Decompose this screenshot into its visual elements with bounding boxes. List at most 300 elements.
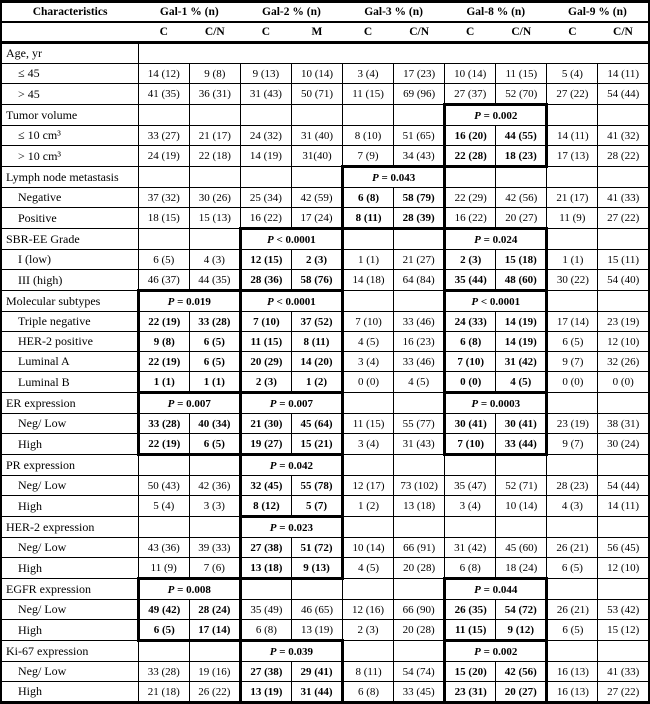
data-cell: 54 (72) (496, 600, 547, 620)
data-cell: 17 (14) (547, 312, 598, 332)
data-cell: 9 (7) (547, 352, 598, 372)
data-cell: 56 (45) (598, 538, 649, 558)
data-cell: 1 (1) (189, 372, 240, 393)
empty-cell (445, 455, 496, 476)
p-symbol: P (471, 397, 479, 410)
data-cell: 2 (3) (240, 372, 291, 393)
row-label: Luminal B (1, 372, 138, 393)
data-cell: 22 (28) (445, 146, 496, 167)
data-cell: 8 (11) (343, 208, 394, 229)
data-cell: 7 (10) (240, 312, 291, 332)
empty-cell (343, 455, 394, 476)
empty-cell (138, 105, 189, 126)
data-cell: 40 (34) (189, 414, 240, 434)
header-gal-3: Gal-3 % (n) (343, 2, 445, 23)
row-label: Triple negative (1, 312, 138, 332)
subheader-gal-9-c: C (547, 22, 598, 43)
data-cell: 11 (15) (445, 620, 496, 641)
empty-cell (240, 105, 291, 126)
data-cell: 1 (1) (343, 250, 394, 270)
data-cell: 66 (90) (394, 600, 445, 620)
table-row (1, 434, 649, 455)
empty-cell (343, 393, 394, 414)
p-symbol: P (267, 295, 274, 308)
table-row (1, 682, 649, 703)
data-cell: 6 (8) (343, 682, 394, 703)
data-cell: 0 (0) (598, 372, 649, 393)
data-cell: 27 (22) (598, 208, 649, 229)
data-cell: 36 (31) (189, 84, 240, 105)
data-cell: 64 (84) (394, 270, 445, 291)
subheader-gal-1-cn: C/N (189, 22, 240, 43)
data-cell: 10 (14) (343, 538, 394, 558)
data-cell: 5 (7) (291, 496, 342, 517)
data-cell: 33 (46) (394, 352, 445, 372)
empty-cell (189, 105, 240, 126)
data-cell: 16 (13) (547, 682, 598, 703)
empty-cell (343, 517, 394, 538)
data-cell: 42 (56) (496, 188, 547, 208)
p-value: P < 0.0001 (445, 291, 547, 312)
data-cell: 41 (33) (598, 662, 649, 682)
data-cell: 21 (17) (189, 126, 240, 146)
data-cell: 18 (23) (496, 146, 547, 167)
data-cell: 1 (2) (343, 496, 394, 517)
row-label: ≤ 10 cm³ (1, 126, 138, 146)
data-cell: 42 (36) (189, 476, 240, 496)
data-cell: 26 (35) (445, 600, 496, 620)
data-cell: 51 (72) (291, 538, 342, 558)
p-value: P = 0.002 (445, 641, 547, 662)
data-cell: 42 (56) (496, 662, 547, 682)
data-cell: 33 (28) (138, 662, 189, 682)
empty-cell (189, 517, 240, 538)
empty-span-cell (138, 43, 649, 64)
data-cell: 22 (29) (445, 188, 496, 208)
data-cell: 19 (27) (240, 434, 291, 455)
p-symbol: P (167, 397, 175, 410)
row-label: Negative (1, 188, 138, 208)
p-symbol: P (474, 109, 481, 122)
table-header (1, 2, 649, 43)
data-cell: 19 (16) (189, 662, 240, 682)
section-row (1, 105, 649, 126)
data-cell: 9 (7) (547, 434, 598, 455)
data-cell: 33 (27) (138, 126, 189, 146)
data-cell: 46 (65) (291, 600, 342, 620)
data-cell: 16 (20) (445, 126, 496, 146)
empty-cell (598, 105, 649, 126)
p-symbol: P (167, 583, 175, 596)
data-cell: 20 (29) (240, 352, 291, 372)
data-cell: 32 (26) (598, 352, 649, 372)
row-label: > 45 (1, 84, 138, 105)
table-row (1, 538, 649, 558)
data-cell: 6 (8) (445, 332, 496, 352)
data-cell: 12 (16) (343, 600, 394, 620)
header-characteristics: Characteristics (1, 2, 138, 23)
p-symbol: P (474, 583, 481, 596)
subheader-gal-9-cn: C/N (598, 22, 649, 43)
empty-cell (138, 455, 189, 476)
data-cell: 6 (5) (547, 332, 598, 352)
data-cell: 33 (45) (394, 682, 445, 703)
data-cell: 23 (19) (547, 414, 598, 434)
p-value: P = 0.002 (445, 105, 547, 126)
data-cell: 14 (19) (240, 146, 291, 167)
empty-cell (394, 393, 445, 414)
table-row (1, 620, 649, 641)
section-row (1, 43, 649, 64)
section-label: ER expression (1, 393, 138, 414)
data-cell: 16 (23) (394, 332, 445, 352)
data-cell: 41 (32) (598, 126, 649, 146)
data-cell: 12 (17) (343, 476, 394, 496)
subheader-gal-3-cn: C/N (394, 22, 445, 43)
data-cell: 5 (4) (547, 64, 598, 84)
data-cell: 46 (37) (138, 270, 189, 291)
data-cell: 43 (36) (138, 538, 189, 558)
data-cell: 30 (24) (598, 434, 649, 455)
data-cell: 9 (13) (291, 558, 342, 579)
data-cell: 24 (19) (138, 146, 189, 167)
p-symbol: P (269, 459, 277, 472)
data-cell: 15 (12) (598, 620, 649, 641)
data-cell: 18 (24) (496, 558, 547, 579)
empty-cell (138, 641, 189, 662)
data-cell: 10 (14) (291, 64, 342, 84)
p-symbol: P (269, 521, 277, 534)
p-symbol: P (371, 171, 379, 184)
data-cell: 20 (27) (496, 682, 547, 703)
empty-cell (547, 455, 598, 476)
data-cell: 37 (52) (291, 312, 342, 332)
data-cell: 10 (14) (445, 64, 496, 84)
empty-cell (547, 641, 598, 662)
empty-cell (138, 517, 189, 538)
data-cell: 27 (22) (598, 682, 649, 703)
data-cell: 33 (46) (394, 312, 445, 332)
empty-cell (496, 455, 547, 476)
empty-cell (394, 105, 445, 126)
empty-cell (547, 517, 598, 538)
data-cell: 37 (32) (138, 188, 189, 208)
data-cell: 31 (42) (445, 538, 496, 558)
data-cell: 5 (4) (138, 496, 189, 517)
table-row (1, 332, 649, 352)
row-label: III (high) (1, 270, 138, 291)
data-cell: 44 (55) (496, 126, 547, 146)
p-value: P = 0.039 (240, 641, 342, 662)
header-empty-cell (1, 22, 138, 43)
data-cell: 16 (13) (547, 662, 598, 682)
row-label: High (1, 558, 138, 579)
row-label: Neg/ Low (1, 662, 138, 682)
table-row (1, 250, 649, 270)
p-value: P = 0.007 (138, 393, 240, 414)
p-symbol: P (474, 645, 481, 658)
data-cell: 0 (0) (343, 372, 394, 393)
section-row (1, 641, 649, 662)
empty-cell (547, 393, 598, 414)
p-value: P = 0.042 (240, 455, 342, 476)
data-cell: 1 (1) (547, 250, 598, 270)
empty-cell (547, 105, 598, 126)
subheader-gal-2-c: C (240, 22, 291, 43)
empty-cell (598, 517, 649, 538)
table-row (1, 64, 649, 84)
data-cell: 16 (22) (445, 208, 496, 229)
data-cell: 23 (19) (598, 312, 649, 332)
empty-cell (496, 167, 547, 188)
data-cell: 33 (44) (496, 434, 547, 455)
data-cell: 18 (15) (138, 208, 189, 229)
data-cell: 50 (71) (291, 84, 342, 105)
section-row (1, 517, 649, 538)
data-cell: 30 (26) (189, 188, 240, 208)
row-label: > 10 cm³ (1, 146, 138, 167)
empty-cell (547, 291, 598, 312)
empty-cell (394, 517, 445, 538)
data-cell: 31(40) (291, 146, 342, 167)
empty-cell (547, 229, 598, 250)
data-cell: 54 (44) (598, 476, 649, 496)
empty-cell (547, 579, 598, 600)
row-label: High (1, 496, 138, 517)
row-label: HER-2 positive (1, 332, 138, 352)
data-cell: 14 (11) (598, 496, 649, 517)
table-row (1, 146, 649, 167)
empty-cell (598, 579, 649, 600)
data-cell: 22 (19) (138, 352, 189, 372)
section-row (1, 393, 649, 414)
header-gal-2: Gal-2 % (n) (240, 2, 342, 23)
data-cell: 48 (60) (496, 270, 547, 291)
data-cell: 10 (14) (496, 496, 547, 517)
data-cell: 9 (8) (138, 332, 189, 352)
data-cell: 41 (33) (598, 188, 649, 208)
data-cell: 13 (18) (394, 496, 445, 517)
data-cell: 11 (9) (138, 558, 189, 579)
data-cell: 1 (1) (138, 372, 189, 393)
row-label: High (1, 620, 138, 641)
data-cell: 23 (31) (445, 682, 496, 703)
data-cell: 17 (24) (291, 208, 342, 229)
data-cell: 4 (5) (394, 372, 445, 393)
table-row (1, 372, 649, 393)
data-cell: 21 (18) (138, 682, 189, 703)
table-row (1, 476, 649, 496)
data-cell: 4 (3) (189, 250, 240, 270)
data-cell: 35 (47) (445, 476, 496, 496)
data-cell: 28 (39) (394, 208, 445, 229)
data-cell: 15 (18) (496, 250, 547, 270)
data-cell: 30 (41) (496, 414, 547, 434)
data-cell: 3 (4) (445, 496, 496, 517)
data-cell: 45 (64) (291, 414, 342, 434)
empty-cell (343, 641, 394, 662)
data-cell: 9 (8) (189, 64, 240, 84)
empty-cell (189, 641, 240, 662)
data-cell: 27 (38) (240, 662, 291, 682)
empty-cell (189, 455, 240, 476)
p-symbol: P (471, 295, 479, 308)
data-cell: 9 (12) (496, 620, 547, 641)
data-cell: 14 (19) (496, 332, 547, 352)
empty-cell (598, 455, 649, 476)
empty-cell (240, 579, 291, 600)
p-value: P = 0.023 (240, 517, 342, 538)
section-row (1, 291, 649, 312)
data-cell: 13 (18) (240, 558, 291, 579)
data-cell: 7 (10) (445, 434, 496, 455)
section-label: EGFR expression (1, 579, 138, 600)
p-value: P = 0.044 (445, 579, 547, 600)
table-row (1, 496, 649, 517)
data-cell: 73 (102) (394, 476, 445, 496)
data-cell: 7 (6) (189, 558, 240, 579)
section-label: PR expression (1, 455, 138, 476)
p-symbol: P (269, 397, 277, 410)
data-cell: 6 (5) (138, 620, 189, 641)
row-label: Neg/ Low (1, 600, 138, 620)
data-cell: 6 (8) (445, 558, 496, 579)
data-cell: 14 (11) (598, 64, 649, 84)
header-gal-8: Gal-8 % (n) (445, 2, 547, 23)
data-cell: 58 (76) (291, 270, 342, 291)
empty-cell (291, 167, 342, 188)
data-cell: 26 (21) (547, 538, 598, 558)
data-cell: 55 (78) (291, 476, 342, 496)
empty-cell (394, 579, 445, 600)
empty-cell (189, 167, 240, 188)
data-cell: 17 (13) (547, 146, 598, 167)
data-cell: 44 (35) (189, 270, 240, 291)
row-label: Luminal A (1, 352, 138, 372)
empty-cell (547, 167, 598, 188)
data-cell: 52 (70) (496, 84, 547, 105)
data-cell: 15 (20) (445, 662, 496, 682)
table-row (1, 662, 649, 682)
data-cell: 3 (4) (343, 64, 394, 84)
data-cell: 29 (41) (291, 662, 342, 682)
table-row (1, 188, 649, 208)
data-cell: 35 (44) (445, 270, 496, 291)
empty-cell (343, 579, 394, 600)
data-cell: 6 (5) (189, 332, 240, 352)
data-cell: 7 (9) (343, 146, 394, 167)
section-label: SBR-EE Grade (1, 229, 138, 250)
data-cell: 20 (28) (394, 620, 445, 641)
empty-cell (394, 291, 445, 312)
section-row (1, 579, 649, 600)
data-cell: 4 (5) (496, 372, 547, 393)
header-gal-9: Gal-9 % (n) (547, 2, 649, 23)
empty-cell (598, 393, 649, 414)
section-label: Molecular subtypes (1, 291, 138, 312)
data-cell: 12 (10) (598, 558, 649, 579)
data-cell: 7 (10) (445, 352, 496, 372)
data-cell: 26 (21) (547, 600, 598, 620)
data-cell: 17 (23) (394, 64, 445, 84)
data-cell: 11 (15) (240, 332, 291, 352)
data-cell: 54 (40) (598, 270, 649, 291)
section-label: HER-2 expression (1, 517, 138, 538)
data-cell: 6 (8) (343, 188, 394, 208)
p-value: P = 0.0003 (445, 393, 547, 414)
data-cell: 30 (41) (445, 414, 496, 434)
table-row (1, 84, 649, 105)
data-cell: 42 (59) (291, 188, 342, 208)
data-cell: 3 (3) (189, 496, 240, 517)
data-cell: 33 (28) (138, 414, 189, 434)
data-cell: 32 (45) (240, 476, 291, 496)
data-cell: 28 (24) (189, 600, 240, 620)
table-body (1, 43, 649, 703)
data-cell: 31 (43) (394, 434, 445, 455)
row-label: Positive (1, 208, 138, 229)
section-row (1, 455, 649, 476)
table-row (1, 270, 649, 291)
section-row (1, 229, 649, 250)
data-cell: 39 (33) (189, 538, 240, 558)
empty-cell (598, 229, 649, 250)
data-cell: 27 (37) (445, 84, 496, 105)
table-row (1, 600, 649, 620)
data-cell: 28 (23) (547, 476, 598, 496)
data-cell: 4 (5) (343, 332, 394, 352)
empty-cell (240, 167, 291, 188)
data-cell: 3 (4) (343, 434, 394, 455)
table-row (1, 312, 649, 332)
p-value: P < 0.0001 (240, 229, 342, 250)
subheader-gal-3-c: C (343, 22, 394, 43)
empty-cell (394, 641, 445, 662)
empty-cell (291, 105, 342, 126)
table-row (1, 208, 649, 229)
data-cell: 58 (79) (394, 188, 445, 208)
data-cell: 31 (44) (291, 682, 342, 703)
data-cell: 31 (40) (291, 126, 342, 146)
data-cell: 14 (11) (547, 126, 598, 146)
p-symbol: P (267, 233, 274, 246)
data-cell: 11 (15) (343, 414, 394, 434)
row-label: Neg/ Low (1, 476, 138, 496)
row-label: High (1, 434, 138, 455)
data-cell: 66 (91) (394, 538, 445, 558)
data-cell: 0 (0) (445, 372, 496, 393)
data-cell: 14 (18) (343, 270, 394, 291)
data-cell: 21 (27) (394, 250, 445, 270)
data-cell: 17 (14) (189, 620, 240, 641)
p-symbol: P (167, 295, 175, 308)
data-cell: 15 (21) (291, 434, 342, 455)
data-cell: 12 (15) (240, 250, 291, 270)
row-label: I (low) (1, 250, 138, 270)
table-row (1, 126, 649, 146)
data-cell: 31 (43) (240, 84, 291, 105)
empty-cell (343, 229, 394, 250)
row-label: High (1, 682, 138, 703)
data-cell: 38 (31) (598, 414, 649, 434)
data-cell: 28 (22) (598, 146, 649, 167)
data-cell: 21 (30) (240, 414, 291, 434)
empty-cell (138, 167, 189, 188)
data-cell: 8 (11) (291, 332, 342, 352)
row-label: ≤ 45 (1, 64, 138, 84)
data-cell: 7 (10) (343, 312, 394, 332)
data-cell: 6 (5) (547, 558, 598, 579)
